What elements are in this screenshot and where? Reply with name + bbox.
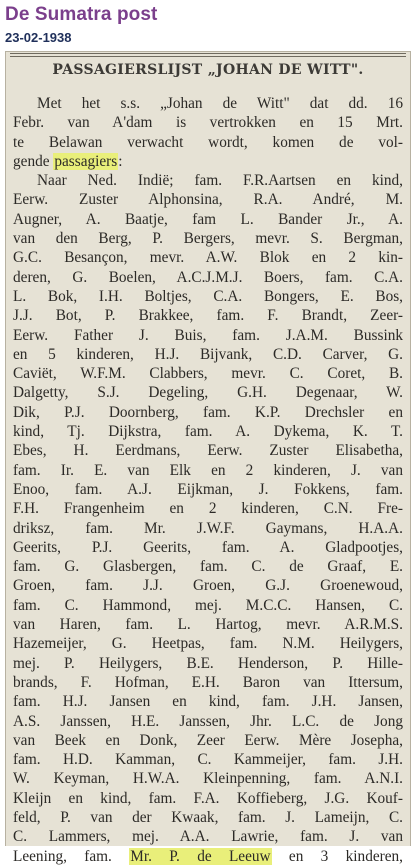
article-line: van Beek en Donk, Zeer Eerw. Mère Josepha, [13,731,403,749]
article-line: Febr. van A'dam is vertrokken en 15 Mrt. [13,114,403,132]
article-line: Augner, A. Baatje, fam L. Bander Jr., A. [13,210,403,228]
article-line: fam. H.J. Jansen en kind, fam. J.H. Jansen, [13,693,403,711]
article-line: fam. C. Hammond, mej. M.C.C. Hansen, C. [13,596,403,614]
article-line: deren, G. Boelen, A.C.J.M.J. Boers, fam. C.A. [13,268,403,286]
article-line: F.H. Frangenheim en 2 kinderen, C.N. Fre- [13,500,403,518]
article-line: Eerw. Zuster Alphonsina, R.A. André, M. [13,191,403,209]
article-line: fam. Ir. E. van Elk en 2 kinderen, J. van [13,461,403,479]
article-line: kind, Tj. Dijkstra, fam. A. Dykema, K. T. [13,423,403,441]
line-text: gende [13,152,54,170]
article-headline: PASSAGIERSLIJST „JOHAN DE WITT". [52,62,364,78]
article-line: Ebes, H. Eerdmans, Eerw. Zuster Elisabetha, [13,442,403,460]
article-line: Naar Ned. Indië; fam. F.R.Aartsen en kind, [37,172,403,190]
article-line: Kleijn en kind, fam. F.A. Koffieberg, J.G. Kouf- [13,789,403,807]
article-line: Dalgetty, S.J. Degeling, G.H. Degenaar, W. [13,384,403,402]
article-line: Enoo, fam. A.J. Eijkman, J. Fokkens, fam. [13,480,403,498]
article-line: Met het s.s. „Johan de Witt" dat dd. 16 [37,95,403,112]
top-rule [10,53,406,54]
article-line: Eerw. Father J. Buis, fam. J.A.M. Bussink [13,326,403,344]
newspaper-title: De Sumatra post [5,4,158,25]
article-line: Hazemeijer, G. Heetpas, fam. N.M. Heilygers, [13,635,403,653]
newspaper-clipping [5,51,411,865]
top-rule-inner [10,56,406,57]
article-line: Geerits, P.J. Geerits, fam. A. Gladpootjes, [13,538,403,556]
article-line: G.C. Besançon, mevr. A.W. Blok en 2 kin- [13,249,403,267]
article-line: van den Berg, P. Bergers, mevr. S. Bergman, [13,230,403,248]
article-line: Groen, fam. J.J. Groen, G.J. Groenewoud, [13,577,403,595]
article-line: A.S. Janssen, H.E. Janssen, Jhr. L.C. de Jong [13,712,403,730]
article-line: C. Lammers, mej. A.A. Lawrie, fam. J. van [13,828,403,846]
article-line: fam. G. Glasbergen, fam. C. de Graaf, E. [13,558,403,576]
article-line: L. Bok, I.H. Boltjes, C.A. Bongers, E. Bos, [13,287,403,305]
article-line [13,152,403,171]
article-line: mej. P. Heilygers, B.E. Henderson, P. Hille- [13,654,403,672]
line-text: en 3 kinderen, [271,847,403,865]
article-line: J.J. Bot, P. Brakkee, fam. F. Brandt, Zeer- [13,307,403,325]
publication-date: 23-02-1938 [5,30,72,45]
highlighted-term: Mr. P. de Leeuw [130,847,271,865]
article-line: driksz, fam. Mr. J.W.F. Gaymans, H.A.A. [13,519,403,537]
article-line: fam. H.D. Kamman, C. Kammeijer, fam. J.H. [13,751,403,769]
article-line: Caviët, W.F.M. Clabbers, mevr. C. Coret, B. [13,365,403,383]
article-line: te Belawan verwacht wordt, komen de vol- [13,133,403,151]
page-header [0,0,417,50]
article-line: W. Keyman, H.W.A. Kleinpenning, fam. A.N.I. [13,770,403,788]
article-body [13,94,403,866]
article-line: en 5 kinderen, H.J. Bijvank, C.D. Carver, G. [13,345,403,363]
highlighted-term: passagiers [54,152,118,170]
line-text: Leening, fam. [13,847,130,865]
article-line: feld, P. van der Kwaak, fam. J. Lameijn, C. [13,808,403,826]
line-text: : [118,152,123,170]
article-line [13,847,403,866]
article-line: Dik, P.J. Doornberg, fam. K.P. Drechsler en [13,403,403,421]
article-line: brands, F. Hofman, E.H. Baron van Ittersum, [13,673,403,691]
article-line: van Haren, fam. L. Hartog, mevr. A.R.M.S. [13,616,403,634]
